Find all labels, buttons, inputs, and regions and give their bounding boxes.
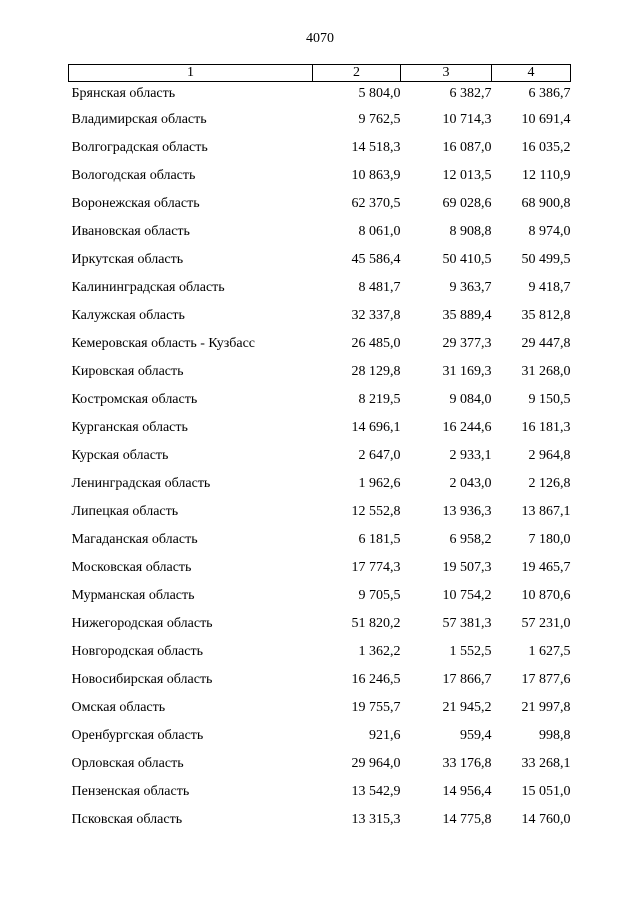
value-col-4: 15 051,0: [521, 784, 571, 799]
value-col-3: 19 507,3: [442, 560, 492, 575]
value-col-3: 6 958,2: [449, 532, 492, 547]
value-col-4: 998,8: [539, 728, 571, 743]
value-col-2: 62 370,5: [351, 196, 401, 211]
table-row: [69, 302, 571, 330]
value-col-2: 8 481,7: [358, 280, 401, 295]
table-row: [69, 666, 571, 694]
page-number: 4070: [306, 31, 334, 46]
value-col-2: 14 696,1: [351, 420, 401, 435]
column-header-1: 1: [69, 65, 313, 82]
value-col-4: 50 499,5: [521, 252, 571, 267]
value-col-2: 45 586,4: [351, 252, 401, 267]
value-col-2: 16 246,5: [351, 672, 401, 687]
region-name: Костромская область: [71, 392, 198, 407]
value-col-2: 1 362,2: [358, 644, 401, 659]
region-name: Калужская область: [71, 308, 185, 323]
value-col-3: 14 775,8: [442, 812, 492, 827]
value-col-4: 21 997,8: [521, 700, 571, 715]
table-row: [69, 722, 571, 750]
region-name: Новгородская область: [71, 644, 203, 659]
table-row: [69, 358, 571, 386]
value-col-4: 57 231,0: [521, 616, 571, 631]
value-col-2: 13 315,3: [351, 812, 401, 827]
table-row: [69, 582, 571, 610]
value-col-2: 26 485,0: [351, 336, 401, 351]
value-col-4: 14 760,0: [521, 812, 571, 827]
value-col-4: 13 867,1: [521, 504, 571, 519]
value-col-3: 9 084,0: [449, 392, 492, 407]
value-col-3: 57 381,3: [442, 616, 492, 631]
table-row: [69, 330, 571, 358]
table-row: [69, 246, 571, 274]
value-col-2: 13 542,9: [351, 784, 401, 799]
value-col-4: 2 964,8: [528, 448, 571, 463]
region-name: Орловская область: [71, 756, 184, 771]
region-name: Московская область: [71, 560, 192, 575]
region-name: Курганская область: [71, 420, 188, 435]
value-col-3: 16 244,6: [442, 420, 492, 435]
table-body: [69, 82, 571, 835]
value-col-4: 16 035,2: [521, 140, 571, 155]
value-col-2: 17 774,3: [351, 560, 401, 575]
value-col-2: 10 863,9: [351, 168, 401, 183]
value-col-3: 35 889,4: [442, 308, 492, 323]
value-col-4: 29 447,8: [521, 336, 571, 351]
region-name: Липецкая область: [71, 504, 179, 519]
value-col-3: 29 377,3: [442, 336, 492, 351]
value-col-4: 2 126,8: [528, 476, 571, 491]
value-col-3: 12 013,5: [442, 168, 492, 183]
value-col-3: 31 169,3: [442, 364, 492, 379]
value-col-4: 17 877,6: [521, 672, 571, 687]
value-col-2: 29 964,0: [351, 756, 401, 771]
table-row: [69, 470, 571, 498]
value-col-3: 69 028,6: [442, 196, 492, 211]
value-col-2: 8 219,5: [358, 392, 401, 407]
region-name: Новосибирская область: [71, 672, 213, 687]
value-col-2: 14 518,3: [351, 140, 401, 155]
region-name: Вологодская область: [71, 168, 196, 183]
table-row: [69, 526, 571, 554]
value-col-2: 28 129,8: [351, 364, 401, 379]
region-name: Иркутская область: [71, 252, 184, 267]
value-col-2: 51 820,2: [351, 616, 401, 631]
value-col-4: 9 418,7: [528, 280, 571, 295]
value-col-2: 8 061,0: [358, 224, 401, 239]
table-row: [69, 442, 571, 470]
value-col-2: 32 337,8: [351, 308, 401, 323]
value-col-3: 33 176,8: [442, 756, 492, 771]
region-name: Калининградская область: [71, 280, 225, 295]
value-col-3: 16 087,0: [442, 140, 492, 155]
table-row: [69, 610, 571, 638]
region-name: Волгоградская область: [71, 140, 208, 155]
value-col-4: 6 386,7: [528, 86, 571, 101]
value-col-4: 9 150,5: [528, 392, 571, 407]
value-col-3: 2 043,0: [449, 476, 492, 491]
value-col-4: 10 691,4: [521, 112, 571, 127]
value-col-3: 9 363,7: [449, 280, 492, 295]
value-col-3: 10 714,3: [442, 112, 492, 127]
value-col-2: 2 647,0: [358, 448, 401, 463]
value-col-4: 16 181,3: [521, 420, 571, 435]
column-header-2: 2: [313, 65, 401, 82]
value-col-2: 9 705,5: [358, 588, 401, 603]
table-row: [69, 106, 571, 134]
value-col-4: 7 180,0: [528, 532, 571, 547]
table-row: [69, 82, 571, 107]
region-name: Владимирская область: [71, 112, 207, 127]
table-row: [69, 190, 571, 218]
value-col-4: 1 627,5: [528, 644, 571, 659]
table-row: [69, 638, 571, 666]
table-row: [69, 778, 571, 806]
column-header-3: 3: [401, 65, 492, 82]
region-name: Магаданская область: [71, 532, 198, 547]
table-row: [69, 134, 571, 162]
table-row: [69, 694, 571, 722]
value-col-3: 14 956,4: [442, 784, 492, 799]
region-name: Оренбургская область: [71, 728, 204, 743]
region-name: Ленинградская область: [71, 476, 211, 491]
table-row: [69, 554, 571, 582]
region-name: Воронежская область: [71, 196, 200, 211]
value-col-3: 8 908,8: [449, 224, 492, 239]
table-row: [69, 498, 571, 526]
value-col-2: 5 804,0: [358, 86, 401, 101]
value-col-4: 19 465,7: [521, 560, 571, 575]
table-row: [69, 414, 571, 442]
value-col-2: 19 755,7: [351, 700, 401, 715]
table-row: [69, 274, 571, 302]
region-name: Ивановская область: [71, 224, 190, 239]
value-col-2: 9 762,5: [358, 112, 401, 127]
regions-table: [68, 64, 571, 834]
table-row: [69, 750, 571, 778]
value-col-3: 21 945,2: [442, 700, 492, 715]
value-col-3: 13 936,3: [442, 504, 492, 519]
value-col-3: 50 410,5: [442, 252, 492, 267]
value-col-3: 959,4: [460, 728, 492, 743]
value-col-4: 8 974,0: [528, 224, 571, 239]
value-col-3: 10 754,2: [442, 588, 492, 603]
value-col-2: 12 552,8: [351, 504, 401, 519]
value-col-2: 1 962,6: [358, 476, 401, 491]
value-col-2: 6 181,5: [358, 532, 401, 547]
region-name: Курская область: [71, 448, 169, 463]
value-col-4: 33 268,1: [521, 756, 571, 771]
value-col-4: 12 110,9: [522, 168, 571, 183]
value-col-3: 6 382,7: [449, 86, 492, 101]
region-name: Псковская область: [71, 812, 183, 827]
value-col-4: 31 268,0: [521, 364, 571, 379]
value-col-4: 68 900,8: [521, 196, 571, 211]
value-col-2: 921,6: [369, 728, 401, 743]
value-col-3: 1 552,5: [449, 644, 492, 659]
region-name: Мурманская область: [71, 588, 195, 603]
region-name: Нижегородская область: [71, 616, 213, 631]
region-name: Кемеровская область - Кузбасс: [71, 336, 256, 351]
value-col-3: 17 866,7: [442, 672, 492, 687]
value-col-4: 10 870,6: [521, 588, 571, 603]
region-name: Омская область: [71, 700, 166, 715]
header-row: [69, 65, 571, 82]
value-col-3: 2 933,1: [449, 448, 492, 463]
table-header: [69, 65, 571, 82]
value-col-4: 35 812,8: [521, 308, 571, 323]
column-header-4: 4: [492, 65, 571, 82]
region-name: Кировская область: [71, 364, 184, 379]
region-name: Брянская область: [71, 86, 176, 101]
table-row: [69, 386, 571, 414]
region-name: Пензенская область: [71, 784, 190, 799]
table-row: [69, 218, 571, 246]
table-row: [69, 162, 571, 190]
table-row: [69, 806, 571, 834]
